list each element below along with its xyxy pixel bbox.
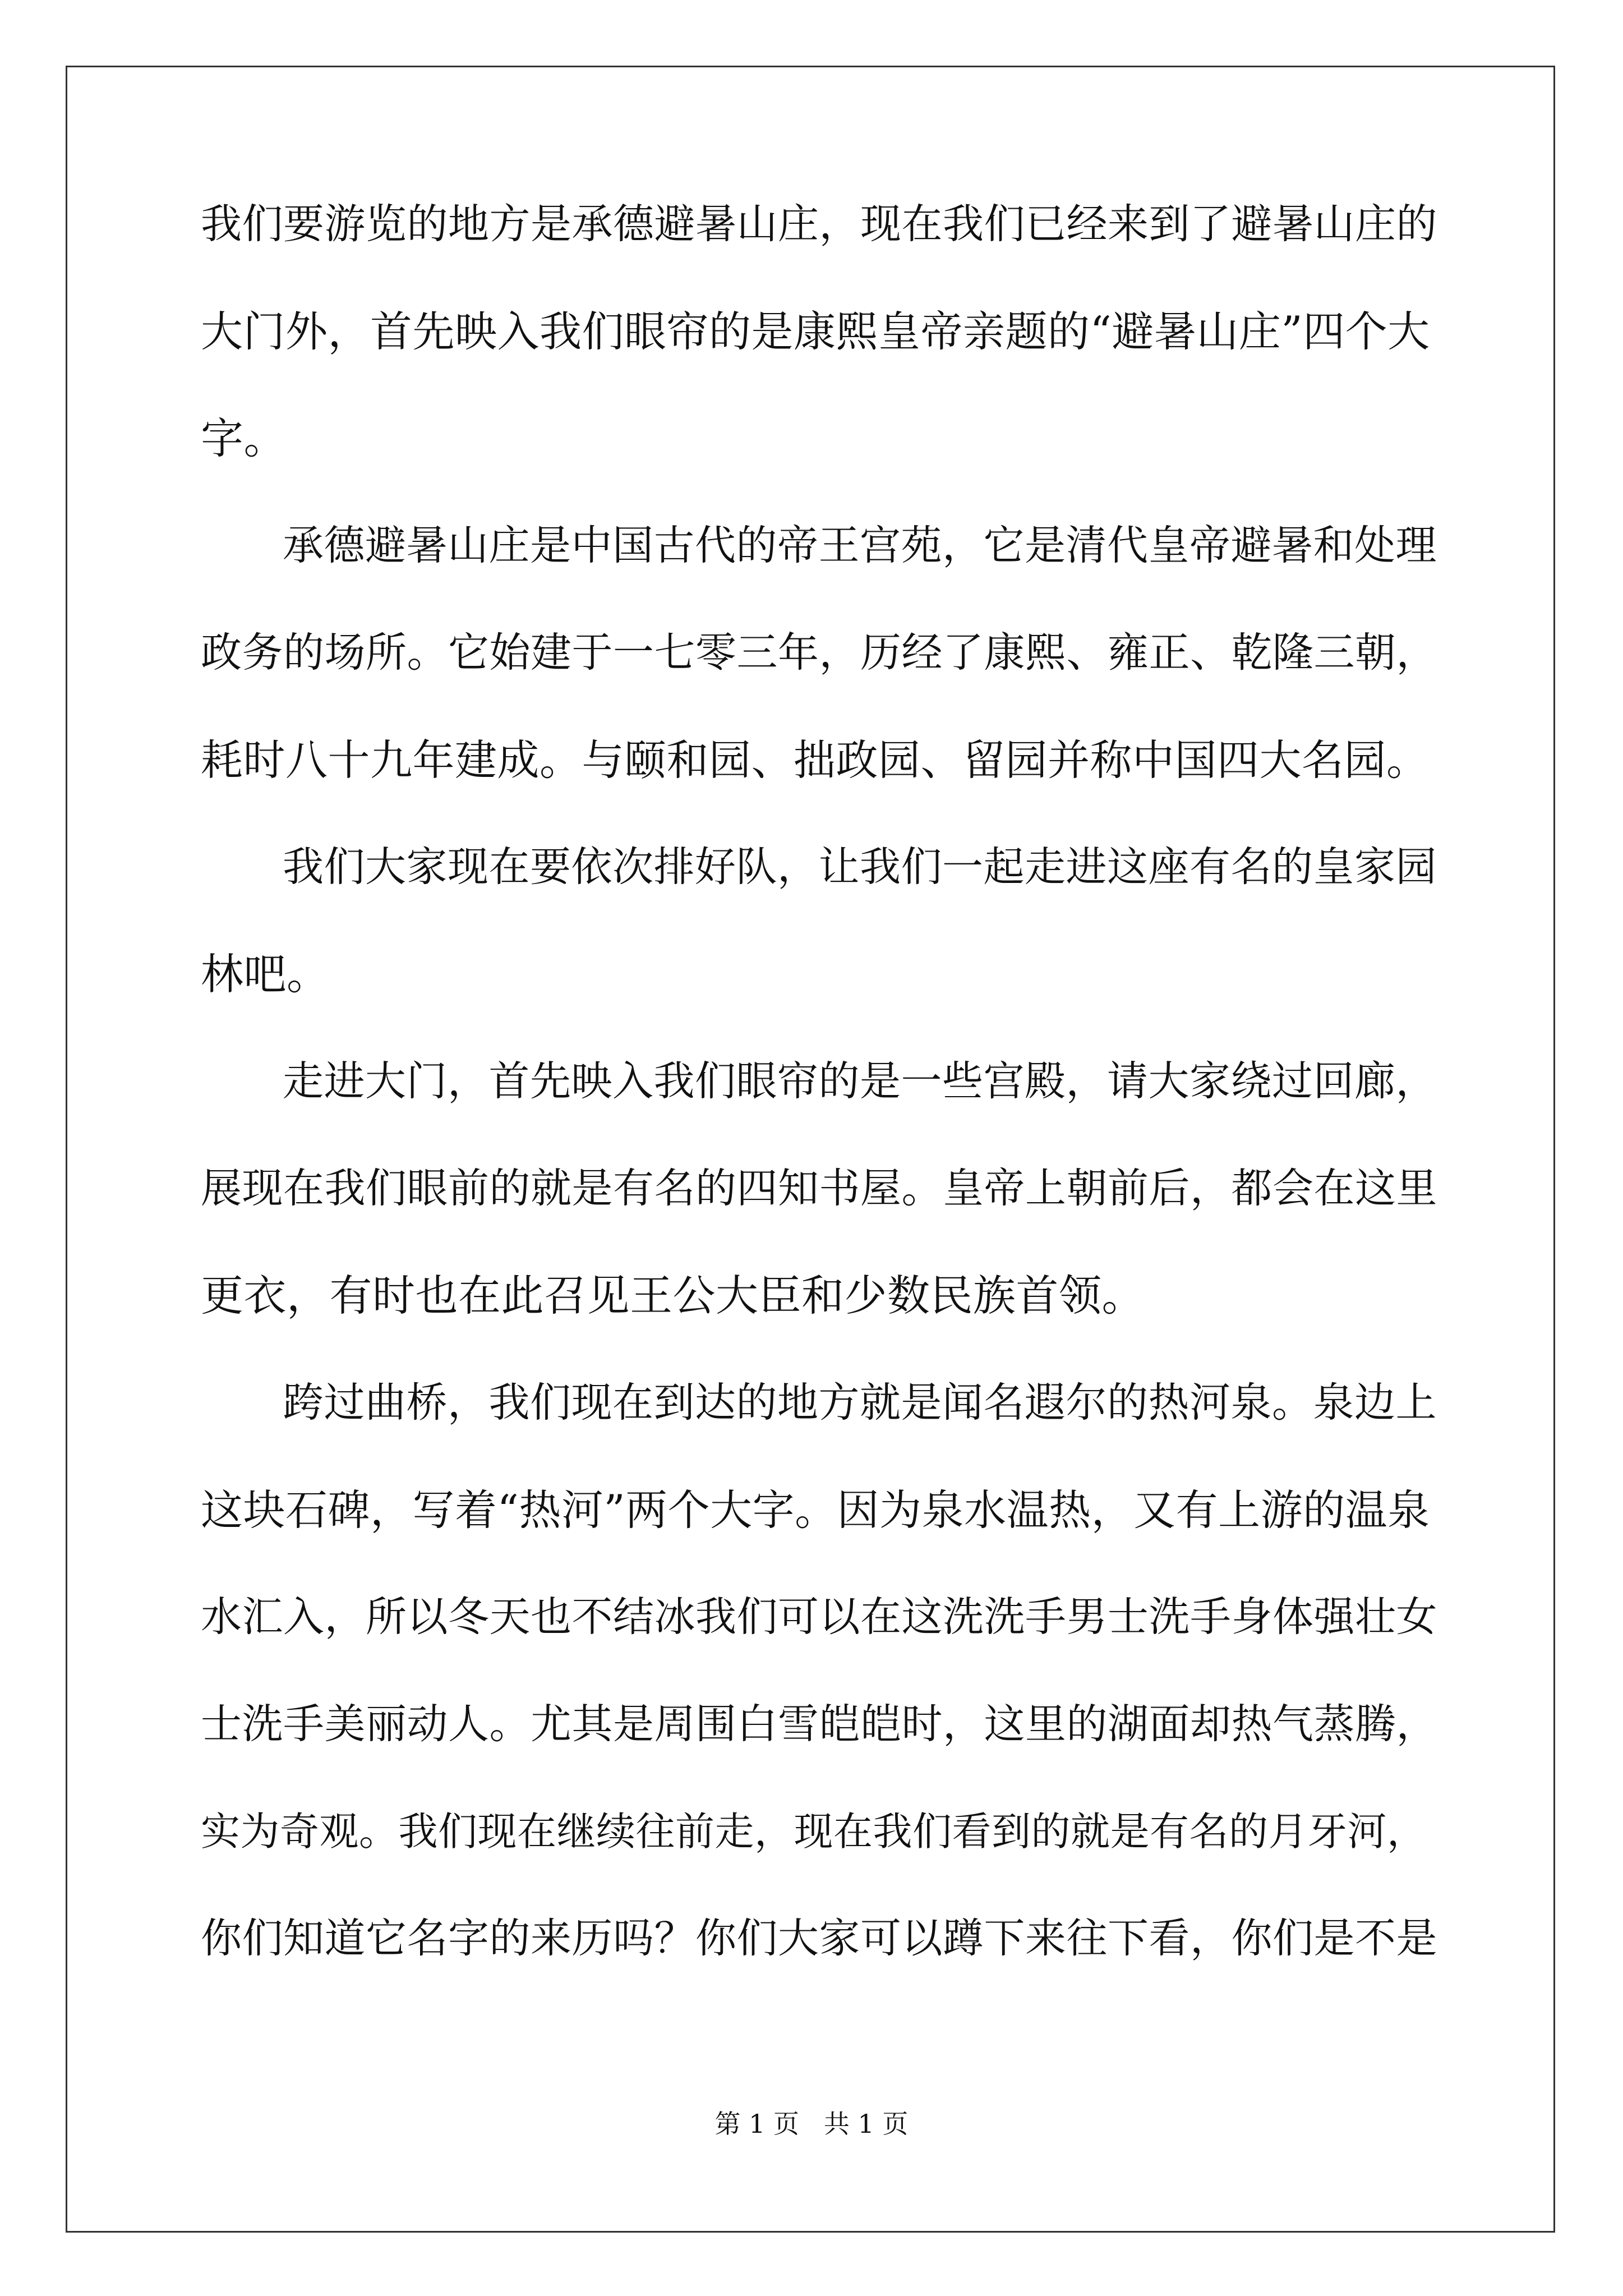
text-line: 你们知道它名字的来历吗？你们大家可以蹲下来往下看，你们是不是	[201, 1915, 1437, 1962]
document-body	[201, 202, 1440, 2023]
text-line: 士洗手美丽动人。尤其是周围白雪皑皑时，这里的湖面却热气蒸腾，	[201, 1700, 1437, 1748]
text-line: 耗时八十九年建成。与颐和园、拙政园、留园并称中国四大名园。	[201, 735, 1429, 785]
text-line: 字。	[201, 413, 287, 463]
text-line: 林吧。	[201, 949, 330, 999]
paragraph-first-line: 走进大门，首先映入我们眼帘的是一些宫殿，请大家绕过回廊，	[283, 1057, 1437, 1105]
text-line: 我们要游览的地方是承德避暑山庄，现在我们已经来到了避暑山庄的	[201, 200, 1437, 248]
text-line: 政务的场所。它始建于一七零三年，历经了康熙、雍正、乾隆三朝，	[201, 629, 1437, 677]
paragraph-first-line: 承德避暑山庄是中国古代的帝王宫苑，它是清代皇帝避暑和处理	[283, 522, 1437, 569]
paragraph-first-line: 我们大家现在要依次排好队，让我们一起走进这座有名的皇家园	[283, 843, 1437, 891]
text-line: 展现在我们眼前的就是有名的四知书屋。皇帝上朝前后，都会在这里	[201, 1165, 1437, 1212]
text-line: 实为奇观。我们现在继续往前走，现在我们看到的就是有名的月牙河，	[201, 1809, 1427, 1855]
page-number-footer: 第 1 页 共 1 页	[714, 2109, 909, 2139]
paragraph-first-line: 跨过曲桥，我们现在到达的地方就是闻名遐尔的热河泉。泉边上	[283, 1379, 1437, 1427]
text-line: 大门外，首先映入我们眼帘的是康熙皇帝亲题的“避暑山庄”四个大	[201, 307, 1430, 356]
text-line: 更衣，有时也在此召见王公大臣和少数民族首领。	[201, 1271, 1145, 1320]
text-line: 水汇入，所以冬天也不结冰我们可以在这洗洗手男士洗手身体强壮女	[201, 1593, 1437, 1641]
text-line: 这块石碑，写着“热河”两个大字。因为泉水温热，又有上游的温泉	[201, 1485, 1430, 1535]
